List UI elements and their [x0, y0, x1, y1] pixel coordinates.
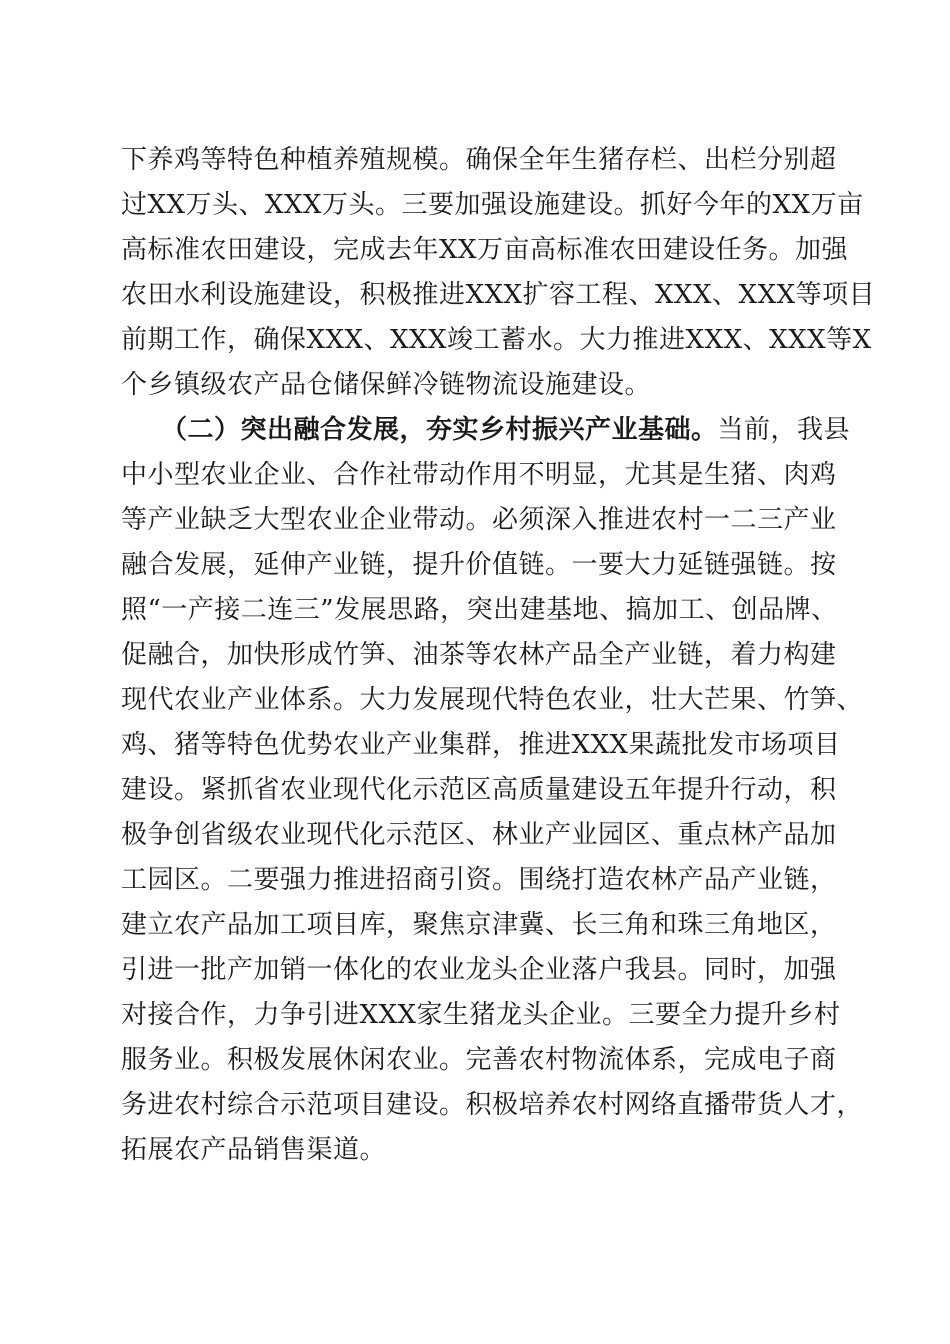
paragraph-1-line-2: 过XX万头、XXX万头。三要加强设施建设。抓好今年的XX万亩	[121, 190, 864, 220]
section-2-line: 拓展农产品销售渠道。	[121, 1135, 387, 1165]
section-2-line: 对接合作，力争引进XXX家生猪龙头企业。三要全力提升乡村	[121, 1000, 841, 1030]
section-2-line: 务进农村综合示范项目建设。积极培养农村网络直播带货人才，	[121, 1090, 864, 1120]
section-2-line: 建设。紧抓省农业现代化示范区高质量建设五年提升行动，积	[121, 775, 837, 805]
section-2-first-line	[161, 412, 850, 448]
paragraph-1-line-1: 下养鸡等特色种植养殖规模。确保全年生猪存栏、出栏分别超	[121, 145, 837, 175]
section-2-line: 工园区。二要强力推进招商引资。围绕打造农林产品产业链，	[121, 865, 837, 895]
paragraph-1-line-4: 农田水利设施建设，积极推进XXX扩容工程、XXX、XXX等项目	[121, 280, 876, 310]
section-2-heading: （二）突出融合发展，夯实乡村振兴产业基础。	[161, 415, 718, 445]
section-2-line: 促融合，加快形成竹笋、油茶等农林产品全产业链，着力构建	[121, 640, 837, 670]
section-2-line: 等产业缺乏大型农业企业带动。必须深入推进农村一二三产业	[121, 505, 837, 535]
section-2-line: 中小型农业企业、合作社带动作用不明显，尤其是生猪、肉鸡	[121, 460, 837, 490]
section-2-line: 照“一产接二连三”发展思路，突出建基地、搞加工、创品牌、	[121, 595, 838, 625]
section-2-line: 极争创省级农业现代化示范区、林业产业园区、重点林产品加	[121, 820, 837, 850]
section-2-line: 现代农业产业体系。大力发展现代特色农业，壮大芒果、竹笋、	[121, 685, 864, 715]
section-2-line: 建立农产品加工项目库，聚焦京津冀、长三角和珠三角地区，	[121, 910, 837, 940]
section-2-line: 融合发展，延伸产业链，提升价值链。一要大力延链强链。按	[121, 550, 837, 580]
paragraph-1-line-6: 个乡镇级农产品仓储保鲜冷链物流设施建设。	[121, 370, 652, 400]
section-2-line: 引进一批产加销一体化的农业龙头企业落户我县。同时，加强	[121, 955, 837, 985]
paragraph-1-line-5: 前期工作，确保XXX、XXX竣工蓄水。大力推进XXX、XXX等X	[121, 325, 872, 355]
section-2-first-line-text: 当前，我县	[717, 415, 851, 445]
section-2-line: 服务业。积极发展休闲农业。完善农村物流体系，完成电子商	[121, 1045, 837, 1075]
section-2-line: 鸡、猪等特色优势农业产业集群，推进XXX果蔬批发市场项目	[121, 730, 841, 760]
paragraph-1-line-3: 高标准农田建设，完成去年XX万亩高标准农田建设任务。加强	[121, 235, 849, 265]
